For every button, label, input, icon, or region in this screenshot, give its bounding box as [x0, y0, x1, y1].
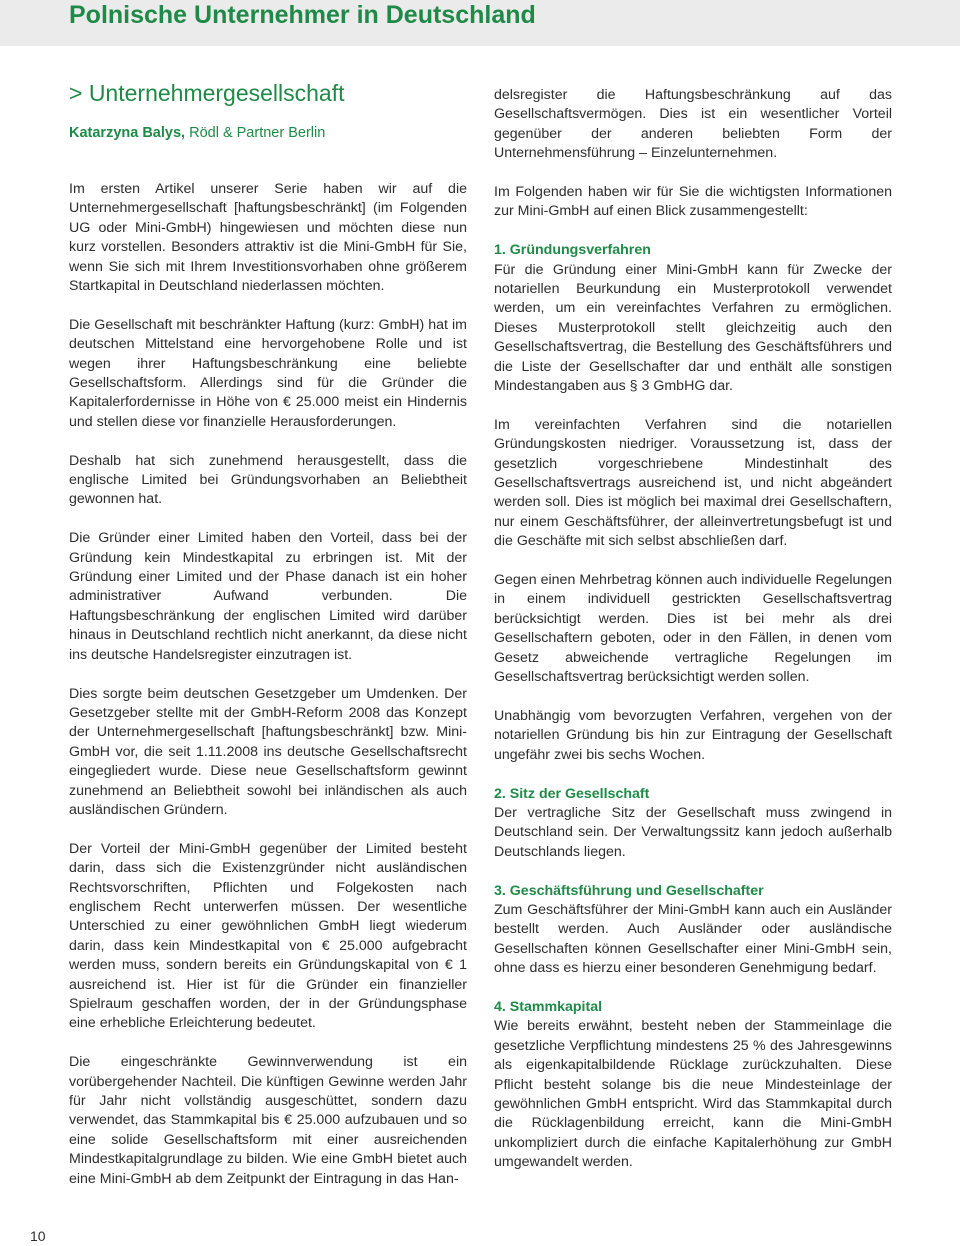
body-paragraph: Die Gründer einer Limited haben den Vorteil, dass bei der Gründung kein Mindestkapital zu erbringen ist. Mit der Gründung einer Limited und der Phase danach ist ein hoher administrativer Aufwand verbunden. Die Haftungsbeschränkung der englischen Limited wird darüber hinaus in Deutschland rechtlich nicht anerkannt, da diese nicht ins deutsche Handelsregister einzutragen ist.: [69, 530, 467, 663]
body-paragraph: delsregister die Haftungsbeschränkung auf das Gesellschaftsvermögen. Dies ist ein wesentlicher Vorteil gegenüber der anderen beliebten Form der Unternehmensführung – Einzelunternehmen.: [494, 87, 892, 162]
section-heading-sitz: 2. Sitz der Gesellschaft: [494, 785, 650, 802]
article-author: [69, 123, 325, 143]
body-paragraph: Für die Gründung einer Mini-GmbH kann für Zwecke der notariellen Beurkundung ein Musterprotokoll verwendet werden, um ein vereinfachtes Verfahren zu ermöglichen. Dieses Musterprotokoll stellt gleichzeitig auch den Gesellschaftsvertrag, die Bestellung des Geschäftsführers und die Liste der Gesellschafter dar und enthält alle sonstigen Mindestangaben aus § 3 GmbHG dar.: [494, 261, 892, 395]
body-paragraph: Dies sorgte beim deutschen Gesetzgeber um Umdenken. Der Gesetzgeber stellte mit der GmbH-Reform 2008 das Konzept der Unternehmergesellschaft [haftungsbeschränkt] bzw. Mini-GmbH vor, die seit 1.11.2008 ins deutsche Gesellschaftsrecht eingegliedert wurde. Diese neue Gesellschaftsform gewinnt zunehmend an Beliebtheit sowohl bei inländischen als auch ausländischen Gründern.: [69, 685, 467, 818]
page-number: 10: [30, 1228, 46, 1244]
body-paragraph: Zum Geschäftsführer der Mini-GmbH kann auch ein Ausländer bestellt werden. Auch Ausländer oder ausländische Gesellschaften können Gesellschafter einer Mini-GmbH sein, ohne dass es hierzu einer besonderen Genehmigung bedarf.: [494, 901, 892, 977]
section-heading-geschaeftsfuehrung: 3. Geschäftsführung und Gesellschafter: [494, 882, 764, 899]
author-organization: Rödl & Partner Berlin: [185, 125, 326, 141]
body-paragraph: Deshalb hat sich zunehmend herausgestellt, dass die englische Limited bei Gründungsvorhaben an Beliebtheit gewonnen hat.: [69, 452, 467, 508]
left-column: [69, 180, 467, 1189]
body-paragraph: Der vertragliche Sitz der Gesellschaft muss zwingend in Deutschland sein. Der Verwaltungssitz kann jedoch außerhalb Deutschlands liegen.: [494, 804, 892, 860]
right-column-continuation: [494, 86, 892, 164]
body-paragraph: Im vereinfachten Verfahren sind die notariellen Gründungskosten niedriger. Voraussetzung ist, dass der gesetzlich vorgeschriebene Mindestinhalt des Gesellschaftsvertrags ausreichend ist, und nicht abgeändert werden soll. Dies ist möglich bei maximal drei Gesellschaftern, nur einem Geschäftsführer, der alleinvertretungsbefugt ist und die Geschäfte mit sich selbst abschließen darf.: [494, 416, 892, 550]
section-heading-gruendungsverfahren: 1. Gründungsverfahren: [494, 242, 651, 259]
body-paragraph: Im ersten Artikel unserer Serie haben wir auf die Unternehmergesellschaft [haftungsbeschränkt] (im Folgenden UG oder Mini-GmbH) hingewiesen und möchten diese nun kurz vorstellen. Besonders attraktiv ist die Mini-GmbH für Sie, wenn Sie sich mit Ihrem Investitionsvorhaben ohne größerem Startkapital in Deutschland niederlassen möchten.: [69, 181, 467, 295]
body-paragraph: Wie bereits erwähnt, besteht neben der Stammeinlage die gesetzliche Verpflichtung mindestens 25 % des Jahresgewinns als eigenkapitalbildende Rücklage zurückzuhalten. Diese Pflicht besteht solange bis die neue Mindesteinlage der gewöhnlichen GmbH entspricht. Wird das Stammkapital durch die Rücklagenbildung erreicht, kann die Mini-GmbH unkompliziert durch die einfache Kapitalerhöhung zur GmbH umgewandelt werden.: [494, 1018, 892, 1171]
body-paragraph: Die Gesellschaft mit beschränkter Haftung (kurz: GmbH) hat im deutschen Mittelstand eine hervorgehobene Rolle und ist wegen ihrer Haftungsbeschränkung eine beliebte Gesellschaftsform. Allerdings sind für die Gründer die Kapitalerfordernisse in Höhe von € 25.000 meist ein Hindernis und stellen diese vor finanzielle Herausforderungen.: [69, 316, 467, 430]
header-band: [0, 0, 960, 46]
body-paragraph: Gegen einen Mehrbetrag können auch individuelle Regelungen in einem individuell gestrickten Gesellschaftsvertrag berücksichtigt werden. Dies ist bei mehr als drei Gesellschaftern geboten, oder in den Fällen, in denen vom Gesetz abweichende vertragliche Regelungen im Gesellschaftsvertrag berücksichtigt werden sollen.: [494, 572, 892, 686]
body-paragraph: Der Vorteil der Mini-GmbH gegenüber der Limited besteht darin, dass sich die Existenzgründer nicht ausländischen Rechtsvorschriften, Pflichten und Folgekosten nach englischem Recht unterwerfen müssen. Der wesentliche Unterschied zu einer gewöhnlichen GmbH liegt wiederum darin, dass kein Mindestkapital von € 25.000 aufgebracht werden muss, sondern bereits ein Gründungskapital von € 1 ausreichend ist. Hier ist für die Gründer ein finanzieller Spielraum geschaffen worden, der in der Gründungsphase eine erhebliche Erleichterung bedeutet.: [69, 840, 467, 1032]
intro-paragraph: Im Folgenden haben wir für Sie die wichtigsten Informationen zur Mini-GmbH auf einen Blick zusammengestellt:: [494, 184, 892, 220]
article-section-heading: > Unternehmergesellschaft: [69, 80, 345, 106]
author-name: Katarzyna Balys,: [69, 125, 186, 141]
section-heading-stammkapital: 4. Stammkapital: [494, 998, 603, 1015]
right-column: [494, 183, 892, 1173]
body-paragraph: Unabhängig vom bevorzugten Verfahren, vergehen von der notariellen Gründung bis hin zur Eintragung der Gesellschaft ungefähr zwei bis sechs Wochen.: [494, 707, 892, 763]
body-paragraph: Die eingeschränkte Gewinnverwendung ist ein vorübergehender Nachteil. Die künftigen Gewinne werden Jahr für Jahr nicht vollständig ausgeschüttet, sondern dazu verwendet, das Stammkapital bis € 25.000 aufzubauen und so eine solide Gesellschaftsform mit einer ausreichenden Mindestkapitalgrundlage zu bilden. Wie eine GmbH bietet auch eine Mini-GmbH ab dem Zeitpunkt der Eintragung in das Han-: [69, 1054, 467, 1187]
page-title: Polnische Unternehmer in Deutschland: [69, 1, 536, 29]
